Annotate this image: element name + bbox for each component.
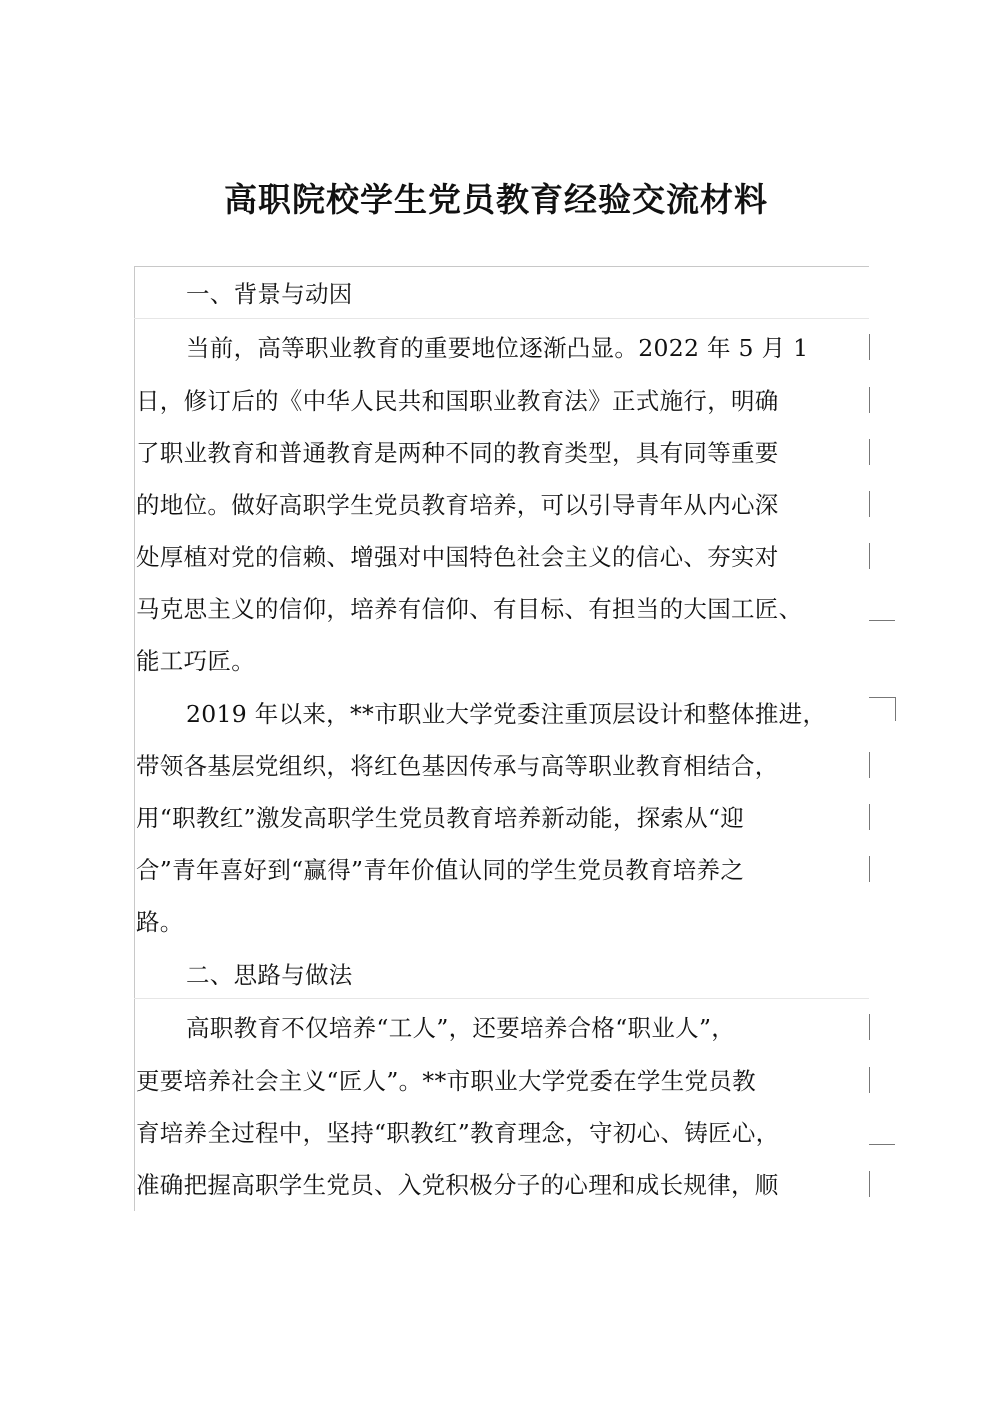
line-end-marker — [869, 1171, 870, 1197]
paragraph-line: 日，修订后的《中华人民共和国职业教育法》正式施行，明确 — [136, 387, 779, 415]
paragraph-line: 的地位。做好高职学生党员教育培养，可以引导青年从内心深 — [136, 491, 779, 519]
line-end-marker — [895, 697, 896, 721]
line-end-marker — [869, 1014, 870, 1040]
document-title: 高职院校学生党员教育经验交流材料 — [224, 180, 768, 219]
section-divider — [134, 318, 869, 319]
paragraph-line: 当前，高等职业教育的重要地位逐渐凸显。2022 年 5 月 1 — [186, 334, 809, 362]
line-end-marker — [869, 697, 895, 698]
paragraph-line: 准确把握高职学生党员、入党积极分子的心理和成长规律，顺 — [136, 1171, 779, 1199]
section-heading-approach: 二、思路与做法 — [186, 961, 353, 989]
paragraph-line: 育培养全过程中，坚持“职教红”教育理念，守初心、铸匠心， — [136, 1119, 780, 1147]
paragraph-line: 能工巧匠。 — [136, 647, 255, 675]
line-end-marker — [869, 334, 870, 360]
section-heading-background: 一、背景与动因 — [186, 280, 353, 308]
line-end-marker — [869, 804, 870, 830]
paragraph-line: 合”青年喜好到“赢得”青年价值认同的学生党员教育培养之 — [136, 856, 745, 884]
paragraph-line: 带领各基层党组织，将红色基因传承与高等职业教育相结合， — [136, 752, 779, 780]
line-end-marker — [869, 856, 870, 882]
line-end-marker — [869, 491, 870, 517]
line-end-marker — [869, 439, 870, 465]
paragraph-line: 路。 — [136, 908, 184, 936]
paragraph-line: 处厚植对党的信赖、增强对中国特色社会主义的信心、夯实对 — [136, 543, 779, 571]
text-frame-top-border — [134, 266, 869, 267]
text-frame-left-border — [134, 266, 135, 1211]
line-end-marker — [869, 1067, 870, 1093]
paragraph-line: 了职业教育和普通教育是两种不同的教育类型，具有同等重要 — [136, 439, 779, 467]
line-end-marker — [869, 620, 895, 621]
paragraph-line: 2019 年以来，**市职业大学党委注重顶层设计和整体推进， — [186, 700, 827, 728]
line-end-marker — [869, 387, 870, 413]
line-end-marker — [869, 1144, 895, 1145]
paragraph-line: 马克思主义的信仰，培养有信仰、有目标、有担当的大国工匠、 — [136, 595, 803, 623]
section-divider — [134, 998, 869, 999]
paragraph-line: 更要培养社会主义“匠人”。**市职业大学党委在学生党员教 — [136, 1067, 756, 1095]
line-end-marker — [869, 543, 870, 569]
line-end-marker — [869, 752, 870, 778]
paragraph-line: 用“职教红”激发高职学生党员教育培养新动能，探索从“迎 — [136, 804, 745, 832]
paragraph-line: 高职教育不仅培养“工人”，还要培养合格“职业人”， — [186, 1014, 736, 1042]
